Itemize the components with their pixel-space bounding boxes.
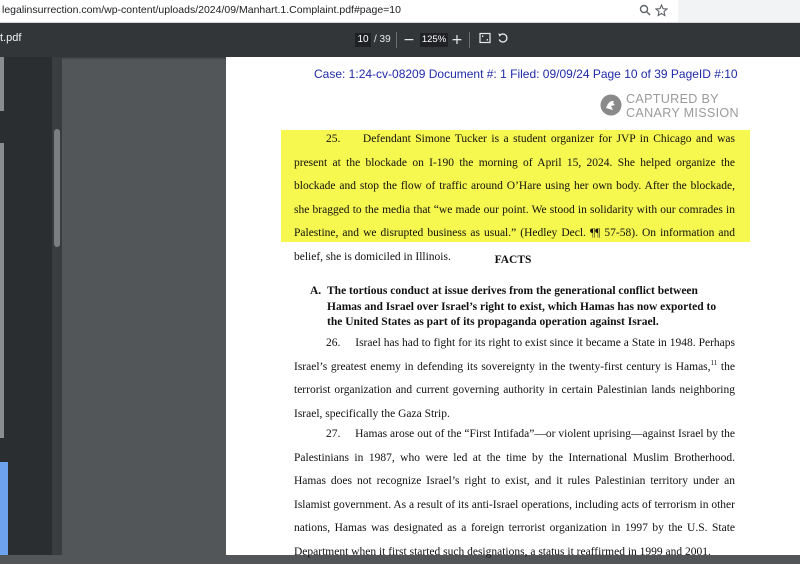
paragraph-number: 26.: [326, 337, 341, 349]
paragraph-27: [294, 423, 735, 564]
address-bar-actions: [678, 0, 800, 22]
paragraph-text: the terrorist organization and current governing authority in certain Palestinian lands neighboring Israel, specifically the Gaza Strip.: [294, 360, 735, 420]
watermark-line-2: CANARY MISSION: [626, 106, 739, 120]
url-text[interactable]: legalinsurrection.com/wp-content/uploads/2024/09/Manhart.1.Complaint.pdf#page=10: [2, 4, 401, 16]
canary-logo-icon: [600, 94, 622, 116]
star-icon[interactable]: [654, 3, 668, 17]
page-thumbnail[interactable]: [0, 57, 4, 111]
zoom-level-input[interactable]: 125%: [421, 34, 447, 45]
thumbnail-sidebar[interactable]: [0, 57, 62, 555]
page-thumbnail[interactable]: [0, 143, 4, 253]
paragraph-number: 27.: [326, 428, 341, 440]
section-title: FACTS: [494, 254, 532, 266]
pdf-filename: t.pdf: [0, 32, 22, 44]
zoom-out-button[interactable]: −: [403, 32, 415, 48]
magnifier-icon[interactable]: [638, 3, 652, 17]
footnote-ref[interactable]: 11: [710, 358, 718, 367]
paragraph-text: Hamas arose out of the “First Intifada”—or violent uprising—against Israel by the Palestinians in 1987, who were led at the time by the International Muslim Brotherhood. Hamas does not recognize Israel’s right to exist, and it rules Palestinian territory under an Islamist government. As a result of its anti-Israel operations, including acts of terrorism in other nations, Hamas was designated as a foreign terrorist organization in 1997 by the U.S. State Department when it first started such designations, a status it reaffirmed in 1999 and 2001.: [294, 428, 735, 558]
pdf-toolbar: [0, 23, 800, 57]
page-thumbnail[interactable]: [0, 251, 4, 361]
heading-label: A.: [310, 285, 322, 297]
sidebar-scrollbar-thumb[interactable]: [54, 129, 60, 247]
paragraph-number: 25.: [326, 133, 341, 145]
page-number-input[interactable]: 10: [355, 33, 371, 47]
paragraph-25: [294, 128, 735, 269]
pdf-page: [226, 57, 800, 558]
toolbar-divider: [469, 32, 470, 48]
heading-text: The tortious conduct at issue derives from the generational conflict between Hamas and Israel over Israel’s right to exist, which Hamas has now exported to the United States as part of its propaganda operation against Israel.: [327, 285, 717, 328]
paragraph-26: [294, 332, 735, 426]
paragraph-text: Israel has had to fight for its right to exist since it became a State in 1948. Perhaps Israel’s greatest enemy in defending its sovereignty in the twenty-first century is Hamas,: [294, 337, 735, 373]
canary-watermark: [600, 91, 790, 121]
toolbar-divider: [396, 32, 397, 48]
page-total: / 39: [374, 34, 391, 45]
paragraph-text: Defendant Simone Tucker is a student organizer for JVP in Chicago and was present at the blockade on I-190 the morning of April 15, 2024. She helped organize the blockade and stop the flow of traffic around O’Hare using her own body. After the blockade, she bragged to the media that “we made our point. We stood in solidarity with our comrades in Palestine, and we disrupted business as usual.” (Hedley Decl. ¶¶ 57-58). On information and belief, she is domiciled in Illinois.: [294, 133, 736, 263]
zoom-in-button[interactable]: +: [451, 32, 463, 48]
case-header: Case: 1:24-cv-08209 Document #: 1 Filed: 09/09/24 Page 10 of 39 PageID #:10: [314, 67, 738, 81]
rotate-icon[interactable]: [494, 31, 512, 49]
watermark-line-1: CAPTURED BY: [626, 92, 719, 106]
page-thumbnail[interactable]: [0, 358, 4, 438]
fit-page-icon[interactable]: [476, 31, 494, 49]
page-thumbnail-current[interactable]: [0, 462, 8, 555]
section-heading-a: [310, 284, 730, 331]
address-bar[interactable]: [0, 0, 800, 23]
